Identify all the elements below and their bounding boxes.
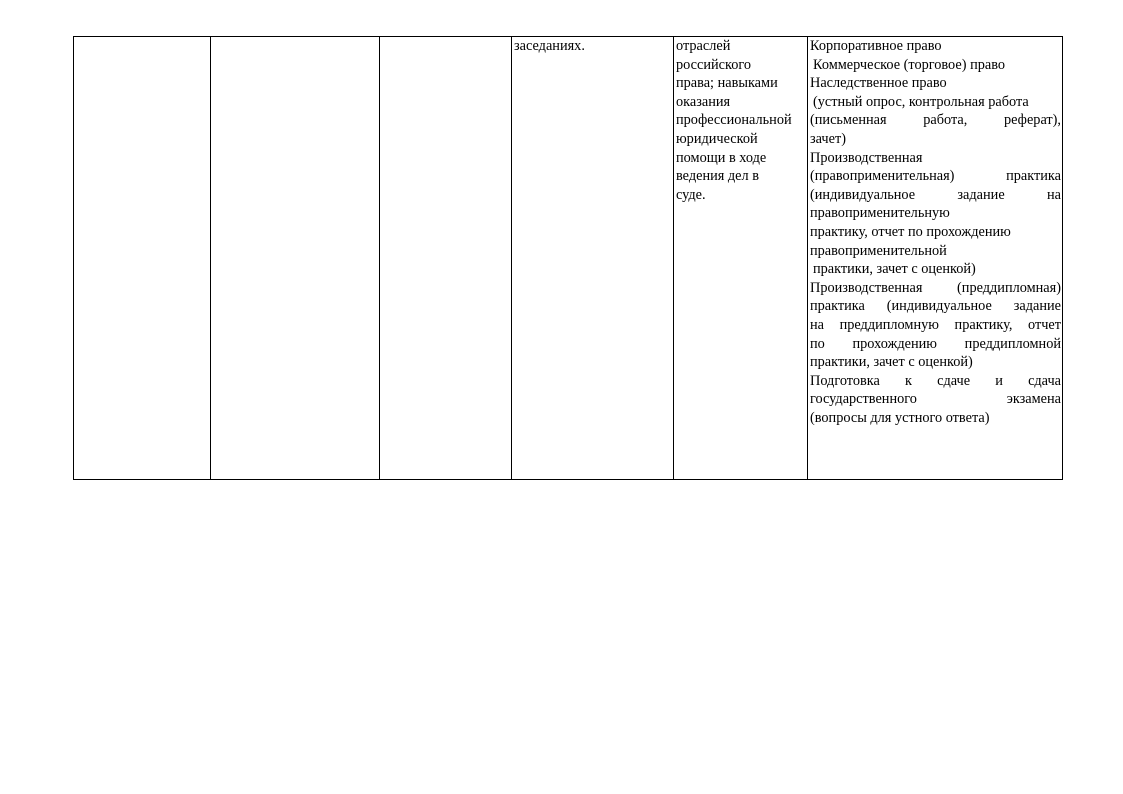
cell-6-line: практики, зачет с оценкой) bbox=[810, 354, 973, 371]
cell-6-line: государственного экзамена bbox=[810, 391, 1061, 408]
cell-5-line: юридической bbox=[676, 130, 758, 147]
cell-6-line: (устный опрос, контрольная работа bbox=[813, 93, 1029, 110]
cell-6-line: (правоприменительная) практика bbox=[810, 168, 1061, 185]
table-cell-1 bbox=[74, 37, 211, 480]
cell-6-line: (письменная работа, реферат), bbox=[810, 112, 1061, 129]
cell-6-line: зачет) bbox=[810, 130, 846, 147]
cell-5-line: профессиональной bbox=[676, 112, 792, 129]
table-cell-3 bbox=[380, 37, 512, 480]
cell-6-line: (индивидуальное задание на bbox=[810, 186, 1061, 203]
cell-5-line: суде. bbox=[676, 186, 706, 203]
table-row bbox=[74, 37, 1063, 480]
table-cell-4 bbox=[512, 37, 674, 480]
cell-6-line: правоприменительной bbox=[810, 242, 947, 259]
cell-6-line: Коммерческое (торговое) право bbox=[813, 56, 1006, 73]
cell-5-line: помощи в ходе bbox=[676, 149, 767, 166]
cell-6-line: практики, зачет с оценкой) bbox=[813, 261, 976, 278]
cell-6-line: Производственная bbox=[810, 149, 923, 166]
cell-6-line: (вопросы для устного ответа) bbox=[810, 409, 990, 426]
cell-5-line: отраслей bbox=[676, 38, 731, 54]
cell-6-line: Наследственное право bbox=[810, 75, 947, 92]
cell-6-line: на преддипломную практику, отчет bbox=[810, 316, 1061, 333]
table-cell-2 bbox=[211, 37, 380, 480]
table-cell-5 bbox=[674, 37, 808, 480]
cell-6-line: практику, отчет по прохождению bbox=[810, 223, 1011, 240]
cell-5-line: ведения дел в bbox=[676, 168, 759, 185]
cell-5-line: российского bbox=[676, 56, 752, 73]
table-cell-6 bbox=[808, 37, 1063, 480]
cell-6-line: Подготовка к сдаче и сдача bbox=[810, 372, 1061, 389]
cell-4-text: заседаниях. bbox=[514, 38, 585, 54]
cell-6-line: правоприменительную bbox=[810, 205, 950, 222]
document-table bbox=[73, 36, 1063, 480]
cell-6-line: Производственная (преддипломная) bbox=[810, 279, 1061, 296]
cell-6-line: Корпоративное право bbox=[810, 38, 942, 54]
cell-6-line: по прохождению преддипломной bbox=[810, 335, 1061, 352]
cell-6-line: практика (индивидуальное задание bbox=[810, 298, 1061, 315]
cell-5-line: права; навыками bbox=[676, 75, 778, 92]
cell-5-line: оказания bbox=[676, 93, 731, 110]
